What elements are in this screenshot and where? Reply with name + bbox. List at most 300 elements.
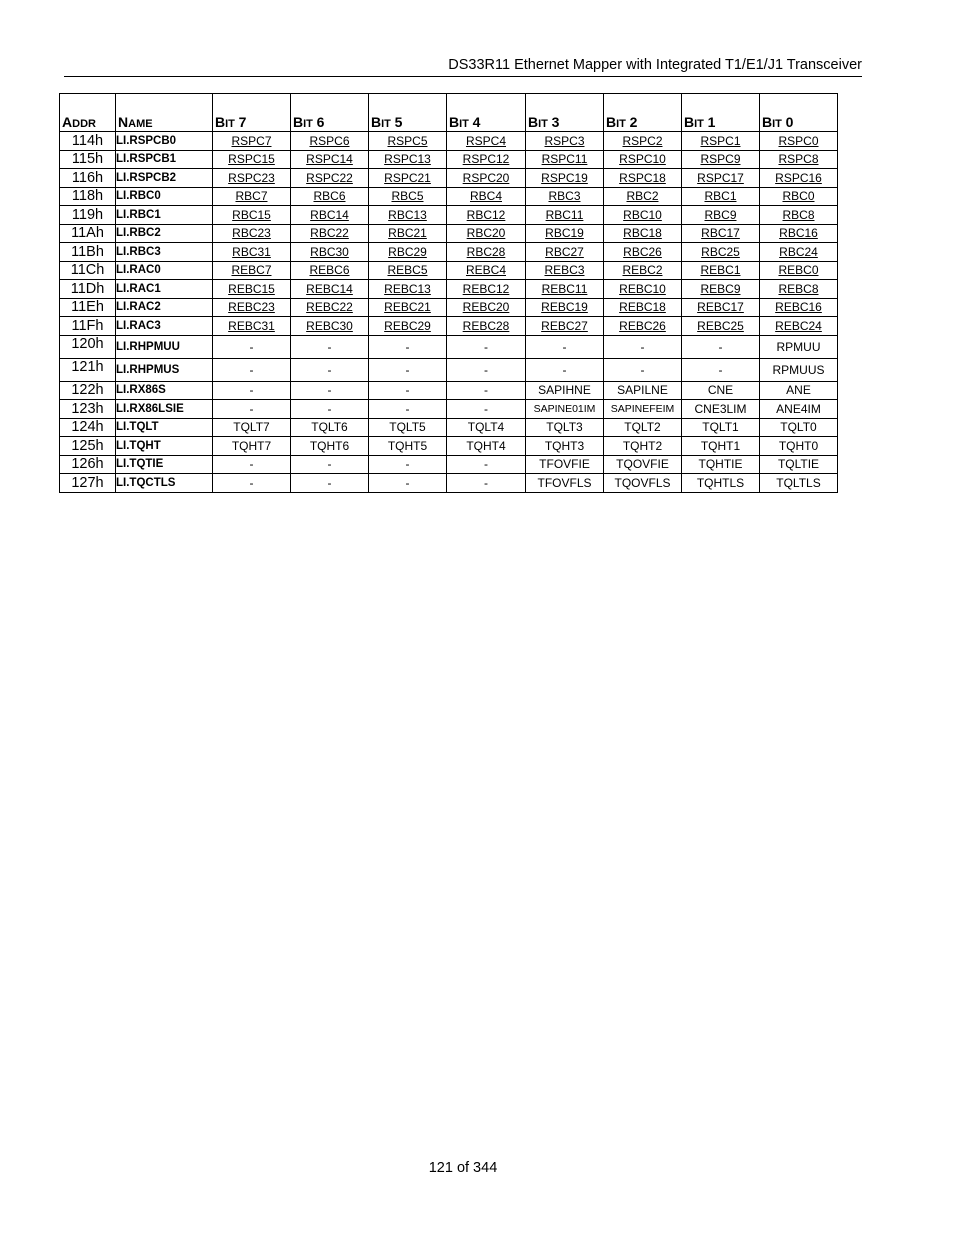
bit-cell [369,400,447,419]
bit-label: TQHT4 [466,438,506,453]
bit-cell[interactable] [291,224,369,243]
bit-label: - [249,362,254,377]
bit-cell[interactable] [526,261,604,280]
bit-cell[interactable] [213,317,291,336]
bit-cell [213,418,291,437]
bit-link[interactable]: RBC15 [232,207,271,222]
bit-link[interactable]: REBC28 [462,318,510,333]
bit-cell [604,437,682,456]
bit-link[interactable]: RSPC1 [700,133,741,148]
bit-cell[interactable] [682,317,760,336]
bit-label: - [484,457,488,472]
bit-cell [213,400,291,419]
bit-cell[interactable] [369,132,447,151]
bit-link[interactable]: REBC29 [384,318,431,333]
bit-label: TQOVFIE [616,457,669,472]
bit-cell[interactable] [213,224,291,243]
bit-cell [447,381,526,400]
bit-cell [760,474,838,493]
bit-label: TQHT2 [622,438,663,453]
bit-label: TQHT1 [700,438,741,453]
bit-cell[interactable] [369,280,447,299]
bit-link[interactable]: REBC3 [544,263,585,278]
bit-link[interactable]: REBC23 [228,300,275,315]
bit-label: - [484,401,488,416]
bit-label: TQLTIE [777,457,820,472]
table-row [60,243,838,262]
table-row [60,280,838,299]
bit-cell[interactable] [682,150,760,169]
address-cell: 11Ah [60,224,116,243]
bit-cell [526,400,604,419]
bit-cell[interactable] [760,169,838,188]
bit-label: - [718,339,723,354]
bit-cell [291,381,369,400]
address-cell: 121h [60,358,116,381]
bit-cell[interactable] [213,280,291,299]
bit-label: TFOVFIE [539,457,590,472]
bit-cell[interactable] [682,243,760,262]
bit-label: - [405,339,410,354]
bit-link[interactable]: RBC1 [704,189,737,204]
bit-label: TQLT3 [546,420,583,435]
bit-link[interactable]: RBC4 [469,189,502,204]
bit-label: - [562,362,567,377]
column-header: BIT 3 [526,94,604,132]
bit-link[interactable]: RBC5 [391,189,424,204]
bit-cell[interactable] [604,298,682,317]
bit-link[interactable]: RBC16 [779,226,818,241]
address-cell: 126h [60,455,116,474]
bit-cell[interactable] [604,150,682,169]
bit-cell [291,400,369,419]
bit-label: - [327,362,332,377]
column-header: ADDR [60,94,116,132]
bit-cell[interactable] [291,132,369,151]
bit-link[interactable]: RSPC7 [231,133,272,148]
bit-link[interactable]: REBC11 [541,281,588,296]
bit-cell [604,335,682,358]
bit-cell[interactable] [291,150,369,169]
bit-link[interactable]: REBC22 [306,300,353,315]
bit-link[interactable]: RSPC14 [306,152,353,167]
bit-cell[interactable] [447,206,526,225]
bit-cell[interactable] [291,206,369,225]
bit-link[interactable]: RSPC8 [778,152,819,167]
bit-cell[interactable] [526,243,604,262]
bit-cell[interactable] [447,317,526,336]
bit-cell[interactable] [369,298,447,317]
bit-link[interactable]: RBC30 [310,244,349,259]
bit-label: TFOVFLS [537,475,592,490]
bit-cell [760,455,838,474]
bit-cell [526,437,604,456]
bit-cell[interactable] [760,280,838,299]
bit-cell[interactable] [213,187,291,206]
bit-link[interactable]: RSPC22 [306,170,353,185]
column-header: NAME [116,94,213,132]
table-row [60,298,838,317]
bit-cell [526,455,604,474]
bit-cell[interactable] [604,280,682,299]
bit-cell[interactable] [291,317,369,336]
bit-link[interactable]: RSPC3 [544,133,585,148]
bit-label: TQHTIE [698,457,743,472]
bit-cell[interactable] [369,206,447,225]
bit-cell[interactable] [291,187,369,206]
bit-link[interactable]: RBC8 [782,207,815,222]
bit-cell[interactable] [604,187,682,206]
bit-cell [291,358,369,381]
bit-link[interactable]: REBC12 [462,281,510,296]
bit-label: TQHT0 [778,438,819,453]
bit-link[interactable]: REBC8 [778,281,819,296]
bit-cell[interactable] [526,280,604,299]
column-header: BIT 1 [682,94,760,132]
bit-cell[interactable] [447,261,526,280]
bit-link[interactable]: RSPC15 [228,152,275,167]
bit-cell[interactable] [760,298,838,317]
bit-cell[interactable] [369,150,447,169]
bit-cell[interactable] [604,132,682,151]
bit-link[interactable]: RSPC6 [309,133,350,148]
bit-link[interactable]: RBC3 [548,189,581,204]
bit-link[interactable]: RSPC17 [697,170,744,185]
bit-cell[interactable] [682,261,760,280]
bit-link[interactable]: REBC18 [619,300,666,315]
bit-link[interactable]: REBC19 [541,300,588,315]
bit-cell[interactable] [213,206,291,225]
bit-link[interactable]: RSPC4 [465,133,506,148]
bit-label: TQHT7 [231,438,272,453]
bit-cell [760,335,838,358]
bit-cell[interactable] [682,132,760,151]
column-header: BIT 4 [447,94,526,132]
bit-link[interactable]: RBC27 [545,244,584,259]
address-cell: 116h [60,169,116,188]
bit-cell[interactable] [291,243,369,262]
bit-cell[interactable] [447,132,526,151]
bit-label: CNE3LIM [694,401,747,416]
bit-link[interactable]: RBC2 [626,189,659,204]
bit-cell [213,474,291,493]
bit-cell[interactable] [526,150,604,169]
bit-cell [604,358,682,381]
bit-cell [213,358,291,381]
bit-cell[interactable] [760,206,838,225]
register-name-cell: LI.RBC1 [116,206,213,225]
register-name-cell: LI.RHPMUS [116,358,213,381]
bit-cell[interactable] [604,317,682,336]
bit-cell[interactable] [760,224,838,243]
bit-link[interactable]: RBC20 [466,226,506,241]
bit-label: TQLT5 [389,420,426,435]
bit-cell[interactable] [526,224,604,243]
bit-label: TQLT1 [702,420,739,435]
bit-cell[interactable] [369,317,447,336]
bit-cell[interactable] [369,169,447,188]
bit-link[interactable]: REBC7 [231,263,272,278]
bit-cell[interactable] [291,169,369,188]
bit-cell[interactable] [213,150,291,169]
bit-link[interactable]: RBC12 [466,207,506,222]
bit-link[interactable]: REBC25 [697,318,744,333]
bit-link[interactable]: RBC11 [545,207,584,222]
table-row [60,169,838,188]
table-row [60,418,838,437]
table-row [60,206,838,225]
bit-link[interactable]: RBC28 [466,244,506,259]
bit-label: - [405,457,410,472]
bit-cell [760,358,838,381]
bit-label: - [405,401,410,416]
bit-link[interactable]: REBC16 [775,300,822,315]
bit-cell[interactable] [447,150,526,169]
bit-cell [291,418,369,437]
bit-link[interactable]: RBC22 [310,226,349,241]
bit-link[interactable]: RBC9 [704,207,737,222]
bit-link[interactable]: RSPC2 [622,133,663,148]
bit-link[interactable]: RSPC18 [619,170,666,185]
bit-cell[interactable] [760,261,838,280]
bit-label: - [718,362,723,377]
bit-cell [369,474,447,493]
register-name-cell: LI.RBC0 [116,187,213,206]
address-cell: 120h [60,335,116,358]
bit-cell[interactable] [760,317,838,336]
bit-link[interactable]: REBC14 [306,281,353,296]
bit-link[interactable]: RBC10 [623,207,662,222]
bit-label: - [484,475,488,490]
table-row [60,224,838,243]
bit-cell[interactable] [447,298,526,317]
bit-cell [447,358,526,381]
bit-link[interactable]: REBC27 [541,318,588,333]
bit-cell[interactable] [447,224,526,243]
bit-link[interactable]: RBC13 [388,207,427,222]
bit-link[interactable]: RSPC16 [775,170,822,185]
bit-link[interactable]: RSPC0 [778,133,819,148]
bit-label: - [484,339,488,354]
bit-cell[interactable] [213,298,291,317]
bit-cell [604,455,682,474]
bit-cell[interactable] [760,132,838,151]
bit-link[interactable]: REBC20 [462,300,510,315]
bit-link[interactable]: RBC0 [782,189,815,204]
bit-label: TQHT3 [544,438,585,453]
address-cell: 127h [60,474,116,493]
bit-link[interactable]: REBC5 [387,263,428,278]
bit-label: TQHT5 [387,438,428,453]
bit-link[interactable]: REBC9 [700,281,741,296]
bit-cell[interactable] [526,298,604,317]
bit-cell [682,418,760,437]
bit-label: RPMUUS [772,362,825,377]
bit-link[interactable]: RSPC12 [462,152,510,167]
bit-cell[interactable] [526,132,604,151]
address-cell: 122h [60,381,116,400]
bit-cell[interactable] [526,169,604,188]
bit-label: TQHT6 [309,438,350,453]
bit-label: TQLT4 [467,420,505,435]
column-header: BIT 5 [369,94,447,132]
bit-cell[interactable] [369,187,447,206]
bit-cell[interactable] [760,243,838,262]
bit-link[interactable]: REBC4 [465,263,506,278]
address-cell: 115h [60,150,116,169]
bit-link[interactable]: RSPC5 [387,133,428,148]
bit-cell [291,437,369,456]
bit-cell [213,335,291,358]
bit-link[interactable]: REBC0 [778,263,819,278]
bit-link[interactable]: RSPC20 [462,170,510,185]
bit-link[interactable]: REBC21 [384,300,431,315]
bit-link[interactable]: RBC21 [388,226,427,241]
bit-cell[interactable] [291,298,369,317]
bit-link[interactable]: RBC31 [232,244,271,259]
bit-link[interactable]: RSPC21 [384,170,431,185]
bit-cell[interactable] [369,224,447,243]
bit-cell[interactable] [213,243,291,262]
bit-label: - [405,383,410,398]
bit-label: RPMUU [776,339,821,354]
bit-label: TQLTLS [776,475,821,490]
bit-cell[interactable] [447,280,526,299]
bit-link[interactable]: RBC6 [313,189,346,204]
address-cell: 119h [60,206,116,225]
register-name-cell: LI.TQCTLS [116,474,213,493]
bit-cell[interactable] [447,169,526,188]
bit-link[interactable]: RSPC23 [228,170,275,185]
register-name-cell: LI.RSPCB1 [116,150,213,169]
bit-link[interactable]: REBC6 [309,263,350,278]
document-header: DS33R11 Ethernet Mapper with Integrated T1/E1/J1 Transceiver [448,57,862,73]
bit-cell[interactable] [213,261,291,280]
bit-cell[interactable] [604,261,682,280]
bit-cell [369,381,447,400]
bit-cell [526,474,604,493]
bit-cell [526,335,604,358]
bit-cell[interactable] [369,261,447,280]
page-number: 121 of 344 [428,1160,498,1176]
bit-cell[interactable] [526,317,604,336]
bit-cell[interactable] [682,169,760,188]
bit-cell [369,437,447,456]
address-cell: 114h [60,132,116,151]
column-header: BIT 6 [291,94,369,132]
bit-cell [526,418,604,437]
bit-label: SAPIHNE [538,383,591,398]
bit-cell [682,400,760,419]
bit-link[interactable]: RBC19 [545,226,584,241]
register-name-cell: LI.RAC1 [116,280,213,299]
register-table [59,93,838,493]
bit-cell[interactable] [604,206,682,225]
bit-cell [291,474,369,493]
bit-label: - [327,339,332,354]
bit-cell [760,437,838,456]
bit-cell[interactable] [760,150,838,169]
bit-link[interactable]: REBC24 [775,318,822,333]
bit-label: TQLT0 [780,420,817,435]
bit-link[interactable]: RBC25 [701,244,740,259]
bit-label: - [327,457,332,472]
bit-cell [604,400,682,419]
bit-cell[interactable] [760,187,838,206]
register-name-cell: LI.RAC2 [116,298,213,317]
table-row [60,187,838,206]
bit-cell[interactable] [526,206,604,225]
bit-link[interactable]: REBC17 [697,300,744,315]
bit-link[interactable]: REBC2 [622,263,663,278]
bit-label: SAPILNE [617,383,668,398]
bit-cell[interactable] [604,243,682,262]
bit-cell[interactable] [526,187,604,206]
bit-cell[interactable] [682,206,760,225]
bit-cell[interactable] [604,169,682,188]
address-cell: 123h [60,400,116,419]
table-row [60,400,838,419]
bit-cell[interactable] [291,261,369,280]
bit-cell[interactable] [682,280,760,299]
bit-cell[interactable] [213,169,291,188]
bit-link[interactable]: REBC1 [700,263,741,278]
bit-link[interactable]: REBC31 [228,318,275,333]
table-row [60,358,838,381]
bit-link[interactable]: RBC24 [779,244,818,259]
bit-link[interactable]: REBC15 [228,281,275,296]
bit-cell [447,437,526,456]
register-name-cell: LI.RBC2 [116,224,213,243]
address-cell: 11Eh [60,298,116,317]
bit-cell[interactable] [291,280,369,299]
bit-cell[interactable] [447,243,526,262]
bit-label: TQOVFLS [614,475,671,490]
bit-cell[interactable] [604,224,682,243]
bit-link[interactable]: RBC18 [623,226,662,241]
bit-link[interactable]: REBC30 [306,318,353,333]
bit-cell[interactable] [682,298,760,317]
address-cell: 11Dh [60,280,116,299]
bit-cell[interactable] [213,132,291,151]
bit-link[interactable]: RBC26 [623,244,662,259]
register-name-cell: LI.RX86LSIE [116,400,213,419]
bit-cell [682,455,760,474]
bit-link[interactable]: RSPC19 [541,170,588,185]
bit-link[interactable]: RSPC9 [700,152,741,167]
bit-cell[interactable] [682,224,760,243]
bit-label: - [562,339,567,354]
bit-link[interactable]: RBC14 [310,207,349,222]
bit-link[interactable]: RBC17 [701,226,740,241]
bit-label: - [640,362,645,377]
bit-link[interactable]: RSPC13 [384,152,431,167]
bit-cell[interactable] [682,187,760,206]
register-name-cell: LI.TQHT [116,437,213,456]
bit-link[interactable]: RBC29 [388,244,427,259]
bit-link[interactable]: REBC13 [384,281,431,296]
bit-link[interactable]: RSPC11 [541,152,588,167]
bit-link[interactable]: REBC10 [619,281,666,296]
bit-cell[interactable] [447,187,526,206]
bit-cell[interactable] [369,243,447,262]
bit-link[interactable]: RBC7 [235,189,268,204]
bit-link[interactable]: REBC26 [619,318,666,333]
bit-cell [213,455,291,474]
bit-label: SAPINEFEIM [610,402,675,415]
bit-link[interactable]: RBC23 [232,226,271,241]
bit-link[interactable]: RSPC10 [619,152,666,167]
